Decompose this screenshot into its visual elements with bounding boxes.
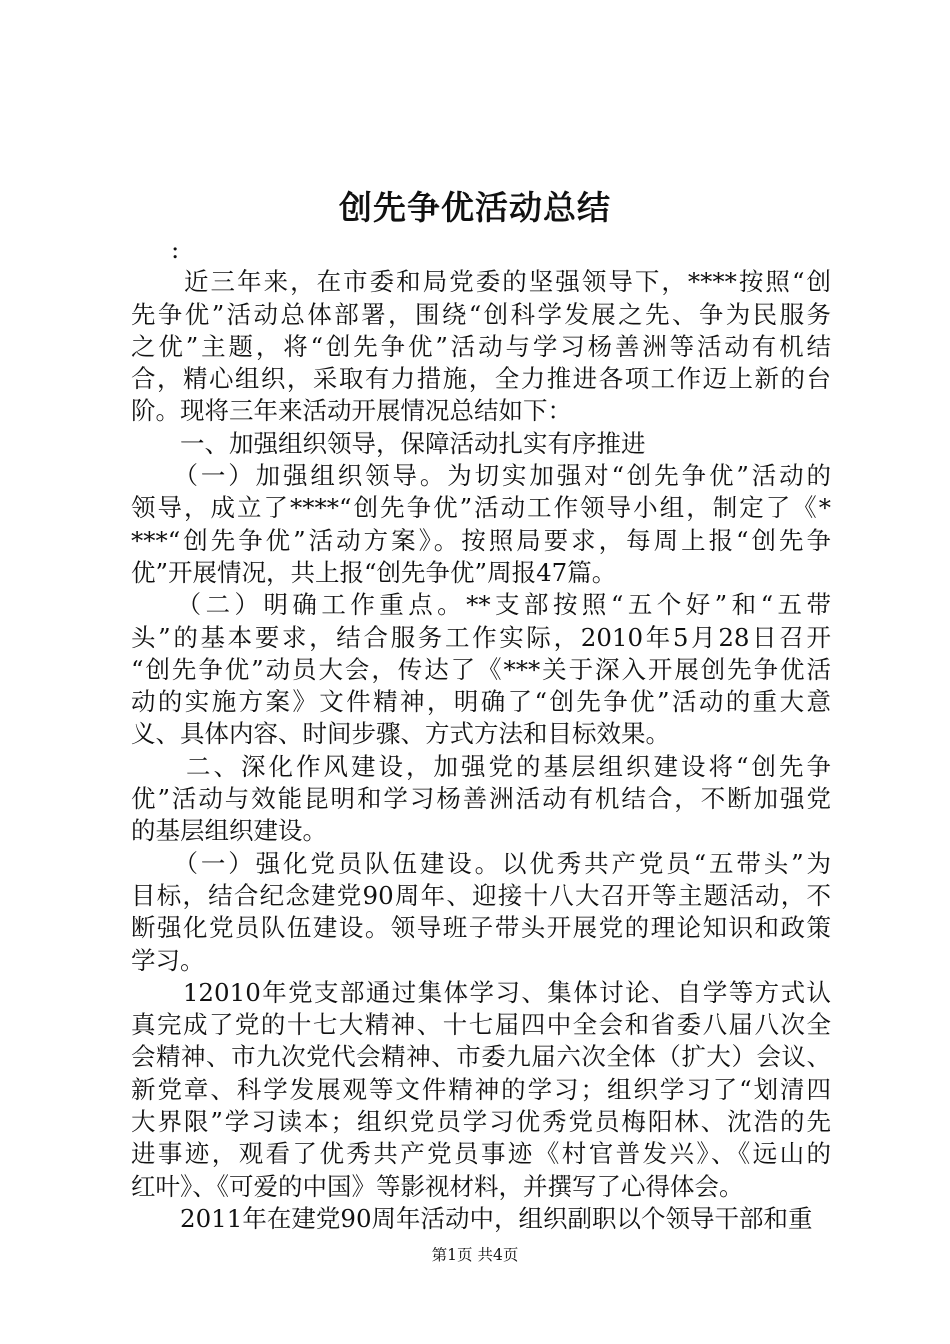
body-line: （一）强化党员队伍建设。以优秀共产党员“五带头”为 bbox=[131, 848, 831, 878]
body-line: 之优”主题，将“创先争优”活动与学习杨善洲等活动有机结 bbox=[131, 331, 831, 361]
body-line: 优”开展情况，共上报“创先争优”周报47篇。 bbox=[131, 557, 617, 587]
body-line: 新党章、科学发展观等文件精神的学习；组织学习了“划清四 bbox=[131, 1074, 831, 1104]
body-line: （一）加强组织领导。为切实加强对“创先争优”活动的 bbox=[131, 461, 831, 491]
body-line: 红叶》、《可爱的中国》等影视材料，并撰写了心得体会。 bbox=[131, 1171, 744, 1201]
body-line: 义、具体内容、时间步骤、方式方法和目标效果。 bbox=[131, 719, 670, 749]
body-line: 合，精心组织，采取有力措施，全力推进各项工作迈上新的台 bbox=[131, 364, 831, 394]
body-line: 进事迹，观看了优秀共产党员事迹《村官普发兴》、《远山的 bbox=[131, 1139, 831, 1169]
body-line: 学习。 bbox=[131, 945, 205, 975]
body-line: “创先争优”动员大会，传达了《***关于深入开展创先争优活 bbox=[131, 654, 831, 684]
document-title: 创先争优活动总结 bbox=[339, 188, 611, 227]
body-line: 近三年来，在市委和局党委的坚强领导下，****按照“创 bbox=[131, 267, 831, 297]
body-line: 会精神、市九次党代会精神、市委九届六次全体（扩大）会议、 bbox=[131, 1042, 831, 1072]
body-line: 阶。现将三年来活动开展情况总结如下： bbox=[131, 396, 572, 426]
page-footer: 第1页 共4页 bbox=[431, 1246, 519, 1264]
body-line: 大界限”学习读本；组织党员学习优秀党员梅阳林、沈浩的先 bbox=[131, 1107, 831, 1137]
body-line: 头”的基本要求，结合服务工作实际，2010年5月28日召开 bbox=[131, 622, 831, 652]
body-line: 真完成了党的十七大精神、十七届四中全会和省委八届八次全 bbox=[131, 1010, 831, 1040]
body-line: 优”活动与效能昆明和学习杨善洲活动有机结合，不断加强党 bbox=[131, 784, 831, 814]
body-line: 2011年在建党90周年活动中，组织副职以个领导干部和重 bbox=[131, 1203, 813, 1233]
body-line: 二、深化作风建设，加强党的基层组织建设将“创先争 bbox=[131, 751, 831, 781]
body-line: 的基层组织建设。 bbox=[131, 816, 327, 846]
body-line: 断强化党员队伍建设。领导班子带头开展党的理论知识和政策 bbox=[131, 913, 831, 943]
document-body bbox=[131, 234, 831, 1235]
body-line: : bbox=[171, 235, 180, 264]
body-line: 领导，成立了****“创先争优”活动工作领导小组，制定了《* bbox=[131, 493, 831, 523]
body-line: 目标，结合纪念建党90周年、迎接十八大召开等主题活动，不 bbox=[131, 880, 831, 910]
body-line: 动的实施方案》文件精神，明确了“创先争优”活动的重大意 bbox=[131, 687, 831, 717]
body-line: ***“创先争优”活动方案》。按照局要求，每周上报“创先争 bbox=[131, 525, 831, 555]
body-line: 12010年党支部通过集体学习、集体讨论、自学等方式认 bbox=[131, 977, 831, 1007]
body-line: （二）明确工作重点。**支部按照“五个好”和“五带 bbox=[131, 590, 831, 620]
body-line: 先争优”活动总体部署，围绕“创科学发展之先、争为民服务 bbox=[131, 299, 831, 329]
body-line: 一、加强组织领导，保障活动扎实有序推进 bbox=[131, 428, 646, 458]
